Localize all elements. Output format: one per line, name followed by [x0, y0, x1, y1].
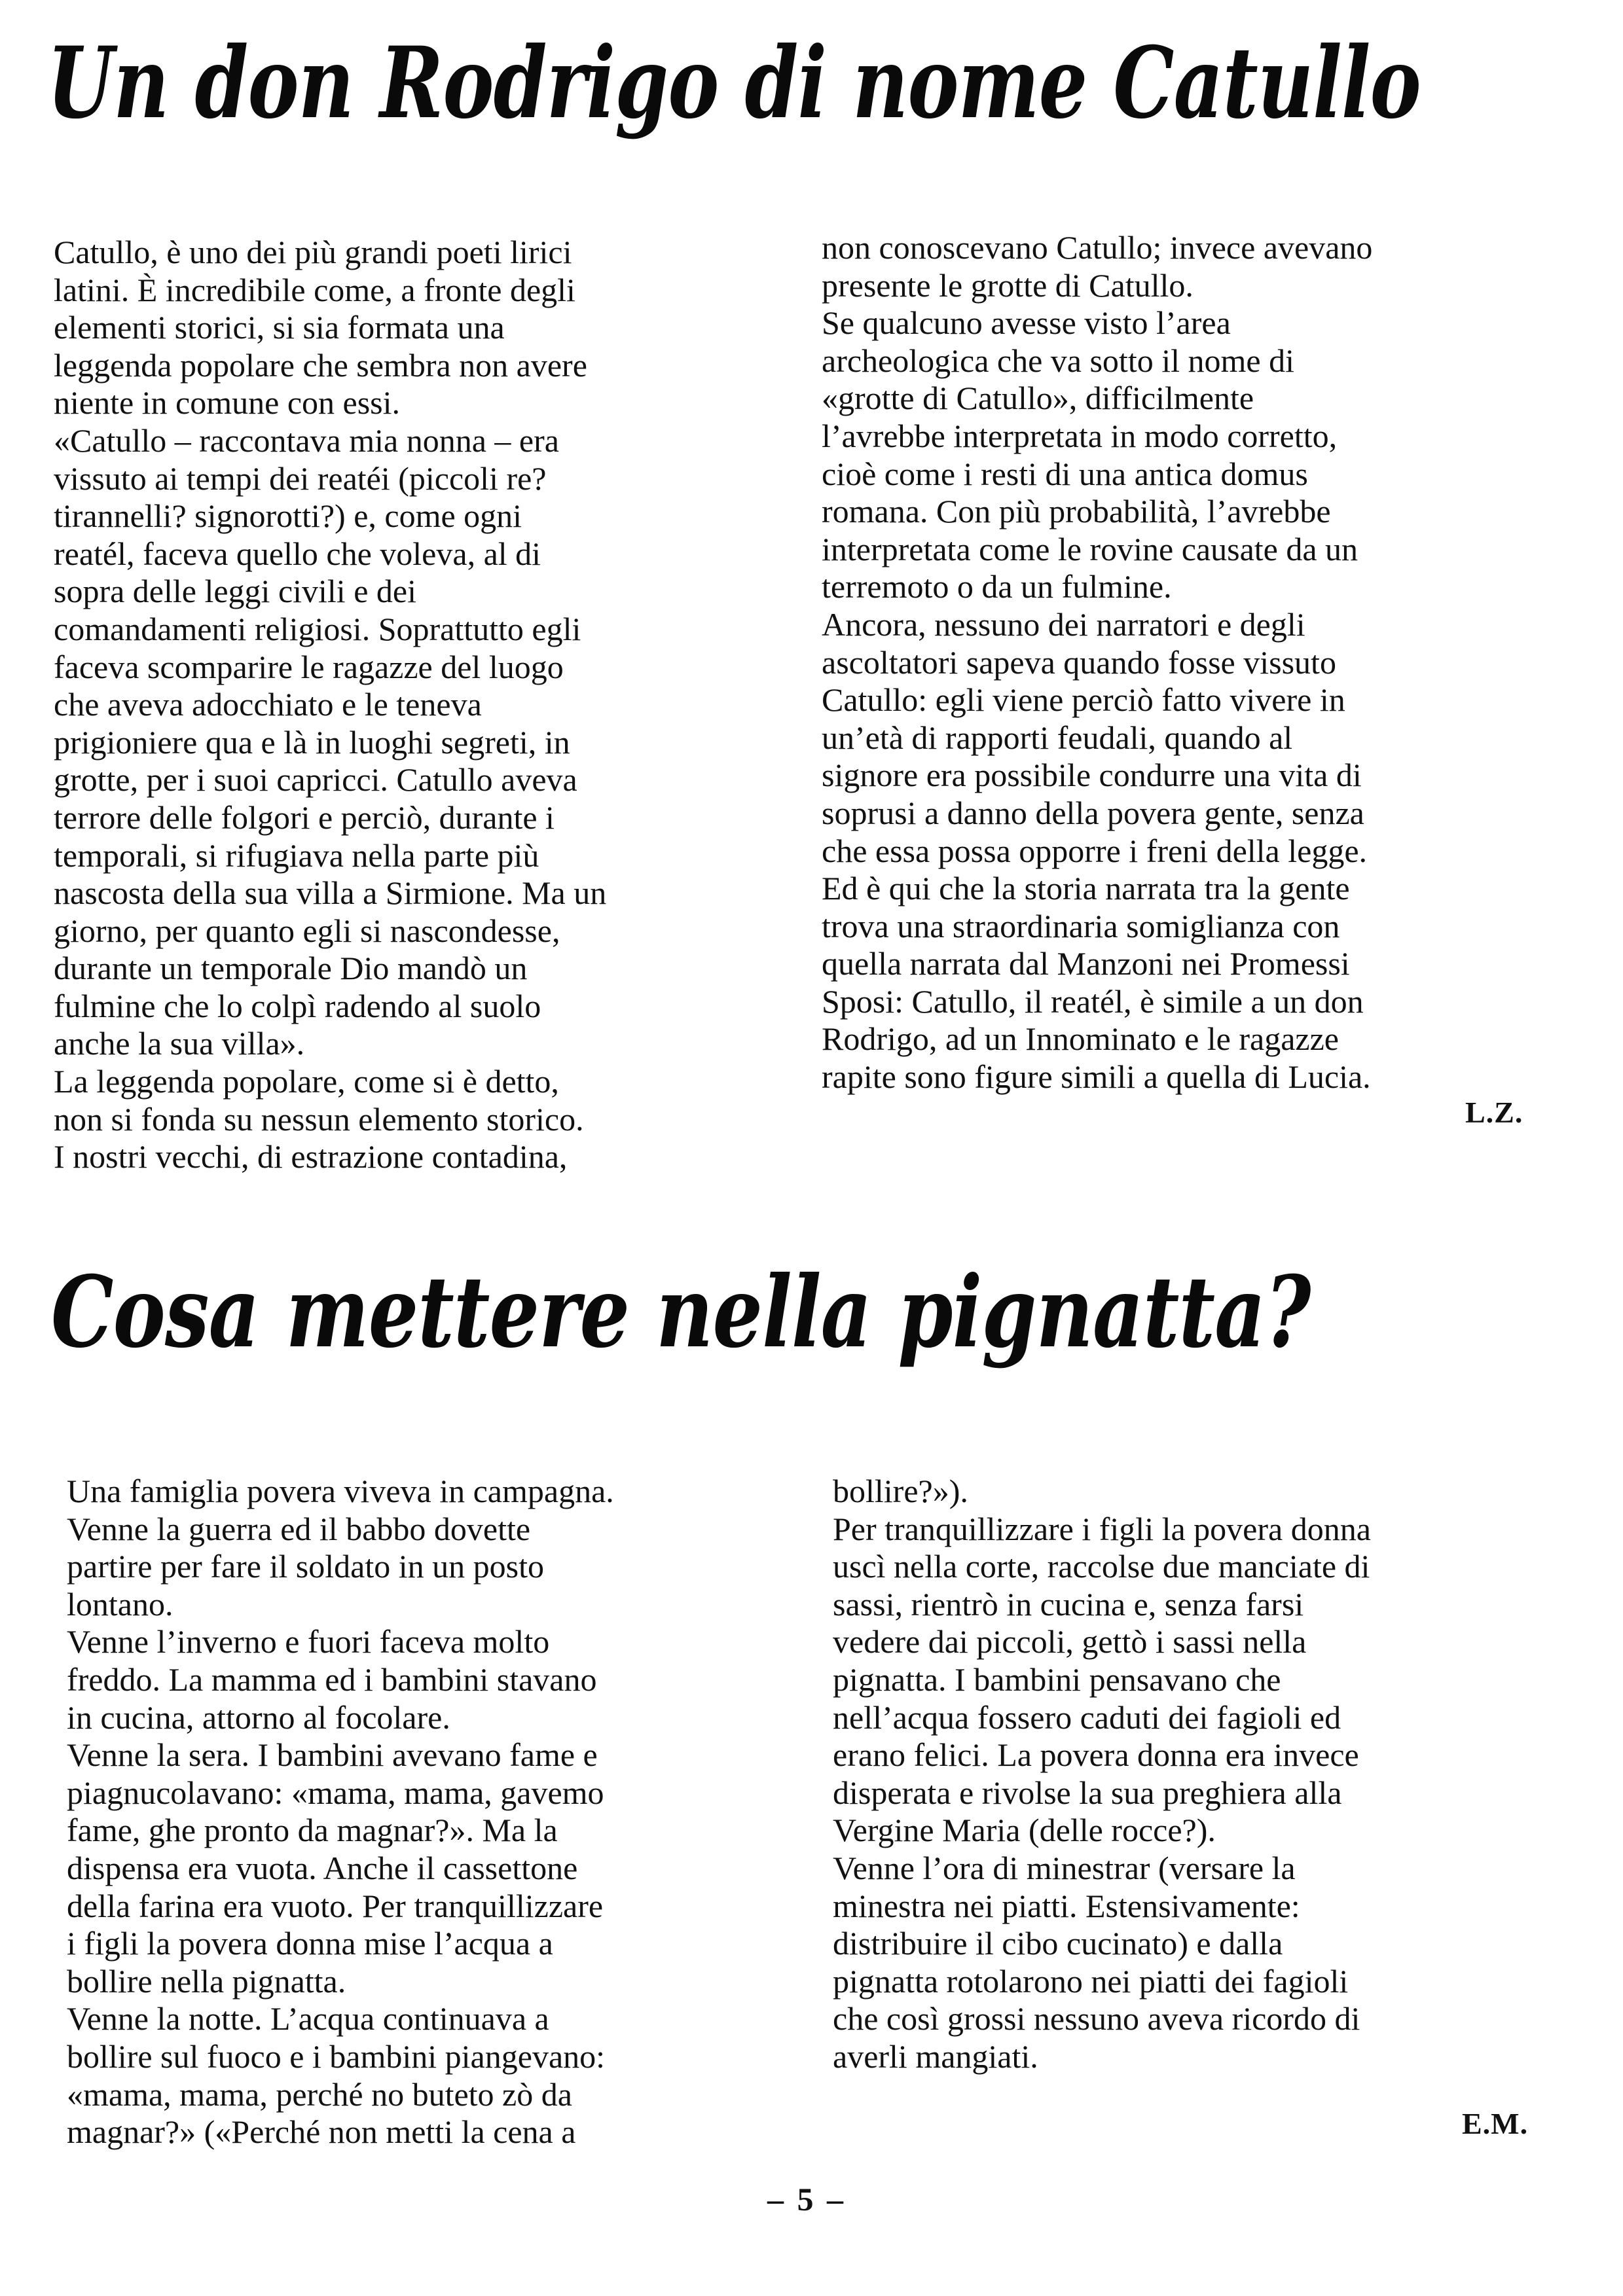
- text-line: Sposi: Catullo, il reatél, è simile a un don: [822, 982, 1364, 1020]
- text-line: Rodrigo, ad un Innominato e le ragazze: [822, 1020, 1339, 1058]
- text-line: quella narrata dal Manzoni nei Promessi: [822, 945, 1350, 982]
- text-line: pignatta rotolarono nei piatti dei fagioli: [833, 1962, 1349, 2000]
- article-2-title: Cosa mettere nella pignatta?: [51, 1255, 1311, 1370]
- text-line: ascoltatori sapeva quando fosse vissuto: [822, 643, 1336, 681]
- article-1-column-2: [822, 229, 1372, 1096]
- text-line: Per tranquillizzare i figli la povera donna: [833, 1510, 1371, 1547]
- text-line: uscì nella corte, raccolse due manciate di: [833, 1548, 1370, 1585]
- text-line: signore era possibile condurre una vita di: [822, 757, 1362, 794]
- text-line: lontano.: [67, 1585, 173, 1623]
- text-line: sopra delle leggi civili e dei: [54, 573, 416, 610]
- article-1-title: Un don Rodrigo di nome Catullo: [47, 26, 1421, 141]
- text-line: interpretata come le rovine causate da un: [822, 530, 1359, 567]
- text-line: Se qualcuno avesse visto l’area: [822, 304, 1231, 342]
- text-line: «mama, mama, perché no buteto zò da: [67, 2075, 572, 2113]
- text-line: minestra nei piatti. Estensivamente:: [833, 1887, 1300, 1924]
- text-line: «Catullo – raccontava mia nonna – era: [54, 422, 559, 459]
- text-line: temporali, si rifugiava nella parte più: [54, 836, 539, 874]
- text-line: Catullo: egli viene perciò fatto vivere in: [822, 681, 1345, 719]
- text-line: anche la sua villa».: [54, 1025, 305, 1062]
- text-line: nell’acqua fossero caduti dei fagioli ed: [833, 1698, 1341, 1736]
- text-line: cioè come i resti di una antica domus: [822, 455, 1308, 492]
- text-line: comandamenti religiosi. Soprattutto egli: [54, 610, 581, 647]
- text-line: magnar?» («Perché non metti la cena a: [67, 2113, 576, 2151]
- text-line: nascosta della sua villa a Sirmione. Ma un: [54, 874, 607, 912]
- text-line: Venne l’inverno e fuori faceva molto: [67, 1623, 550, 1660]
- text-line: leggenda popolare che sembra non avere: [54, 346, 587, 384]
- text-line: romana. Con più probabilità, l’avrebbe: [822, 493, 1331, 530]
- text-line: non conoscevano Catullo; invece avevano: [822, 229, 1373, 266]
- text-line: Una famiglia povera viveva in campagna.: [67, 1473, 614, 1509]
- text-line: vissuto ai tempi dei reatéi (piccoli re?: [54, 459, 547, 497]
- text-line: elementi storici, si sia formata una: [54, 309, 505, 346]
- text-line: che essa possa opporre i freni della legge.: [822, 832, 1368, 869]
- text-line: archeologica che va sotto il nome di: [822, 342, 1294, 379]
- text-line: l’avrebbe interpretata in modo corretto,: [822, 417, 1338, 454]
- text-line: Catullo, è uno dei più grandi poeti lirici: [54, 234, 572, 270]
- text-line: fulmine che lo colpì radendo al suolo: [54, 987, 541, 1024]
- text-line: un’età di rapporti feudali, quando al: [822, 719, 1293, 756]
- text-line: La leggenda popolare, come si è detto,: [54, 1063, 559, 1100]
- text-line: «grotte di Catullo», difficilmente: [822, 380, 1254, 417]
- text-line: Venne la notte. L’acqua continuava a: [67, 2000, 549, 2037]
- text-line: dispensa era vuota. Anche il cassettone: [67, 1849, 578, 1886]
- page-number: – 5 –: [767, 2181, 846, 2217]
- text-line: sassi, rientrò in cucina e, senza farsi: [833, 1585, 1304, 1623]
- text-line: che aveva adocchiato e le teneva: [54, 686, 482, 723]
- text-line: reatél, faceva quello che voleva, al di: [54, 535, 541, 572]
- text-line: averli mangiati.: [833, 2037, 1038, 2075]
- text-line: erano felici. La povera donna era invece: [833, 1736, 1359, 1774]
- text-line: Vergine Maria (delle rocce?).: [833, 1812, 1216, 1849]
- article-2-column-2: [833, 1473, 1371, 2076]
- text-line: bollire?»).: [833, 1473, 968, 1509]
- text-line: che così grossi nessuno aveva ricordo di: [833, 2000, 1360, 2037]
- article-1-signature: L.Z.: [1465, 1096, 1523, 1129]
- text-line: partire per fare il soldato in un posto: [67, 1548, 544, 1585]
- text-line: piagnucolavano: «mama, mama, gavemo: [67, 1774, 604, 1811]
- text-line: soprusi a danno della povera gente, senza: [822, 794, 1364, 831]
- text-line: latini. È incredibile come, a fronte degli: [54, 271, 575, 308]
- text-line: Venne la guerra ed il babbo dovette: [67, 1510, 531, 1547]
- text-line: Venne l’ora di minestrar (versare la: [833, 1849, 1296, 1886]
- text-line: non si fonda su nessun elemento storico.: [54, 1100, 584, 1138]
- text-line: bollire nella pignatta.: [67, 1962, 346, 2000]
- text-line: trova una straordinaria somiglianza con: [822, 907, 1340, 944]
- text-line: Venne la sera. I bambini avevano fame e: [67, 1736, 598, 1774]
- text-line: in cucina, attorno al focolare.: [67, 1698, 450, 1736]
- article-2-column-1: [67, 1473, 614, 2151]
- text-line: giorno, per quanto egli si nascondesse,: [54, 912, 560, 949]
- text-line: I nostri vecchi, di estrazione contadina,: [54, 1138, 568, 1175]
- text-line: Ed è qui che la storia narrata tra la gente: [822, 870, 1350, 907]
- text-line: disperata e rivolse la sua preghiera alla: [833, 1774, 1342, 1811]
- text-line: niente in comune con essi.: [54, 384, 401, 422]
- article-2-signature: E.M.: [1462, 2107, 1529, 2140]
- text-line: distribuire il cibo cucinato) e dalla: [833, 1925, 1283, 1962]
- text-line: presente le grotte di Catullo.: [822, 266, 1194, 304]
- text-line: prigioniere qua e là in luoghi segreti, in: [54, 723, 570, 761]
- text-line: terremoto o da un fulmine.: [822, 568, 1172, 605]
- text-line: Ancora, nessuno dei narratori e degli: [822, 605, 1305, 643]
- text-line: faceva scomparire le ragazze del luogo: [54, 648, 564, 685]
- text-line: pignatta. I bambini pensavano che: [833, 1660, 1281, 1698]
- article-1-column-1: [54, 234, 606, 1176]
- text-line: tirannelli? signorotti?) e, come ogni: [54, 497, 522, 535]
- text-line: bollire sul fuoco e i bambini piangevano:: [67, 2037, 606, 2075]
- text-line: freddo. La mamma ed i bambini stavano: [67, 1660, 597, 1698]
- text-line: i figli la povera donna mise l’acqua a: [67, 1925, 553, 1962]
- text-line: della farina era vuoto. Per tranquillizzare: [67, 1887, 604, 1924]
- text-line: durante un temporale Dio mandò un: [54, 950, 528, 987]
- text-line: vedere dai piccoli, gettò i sassi nella: [833, 1623, 1307, 1660]
- text-line: grotte, per i suoi capricci. Catullo aveva: [54, 761, 577, 798]
- text-line: terrore delle folgori e perciò, durante i: [54, 798, 555, 836]
- text-line: rapite sono figure simili a quella di Lucia.: [822, 1058, 1371, 1096]
- text-line: fame, ghe pronto da magnar?». Ma la: [67, 1812, 558, 1849]
